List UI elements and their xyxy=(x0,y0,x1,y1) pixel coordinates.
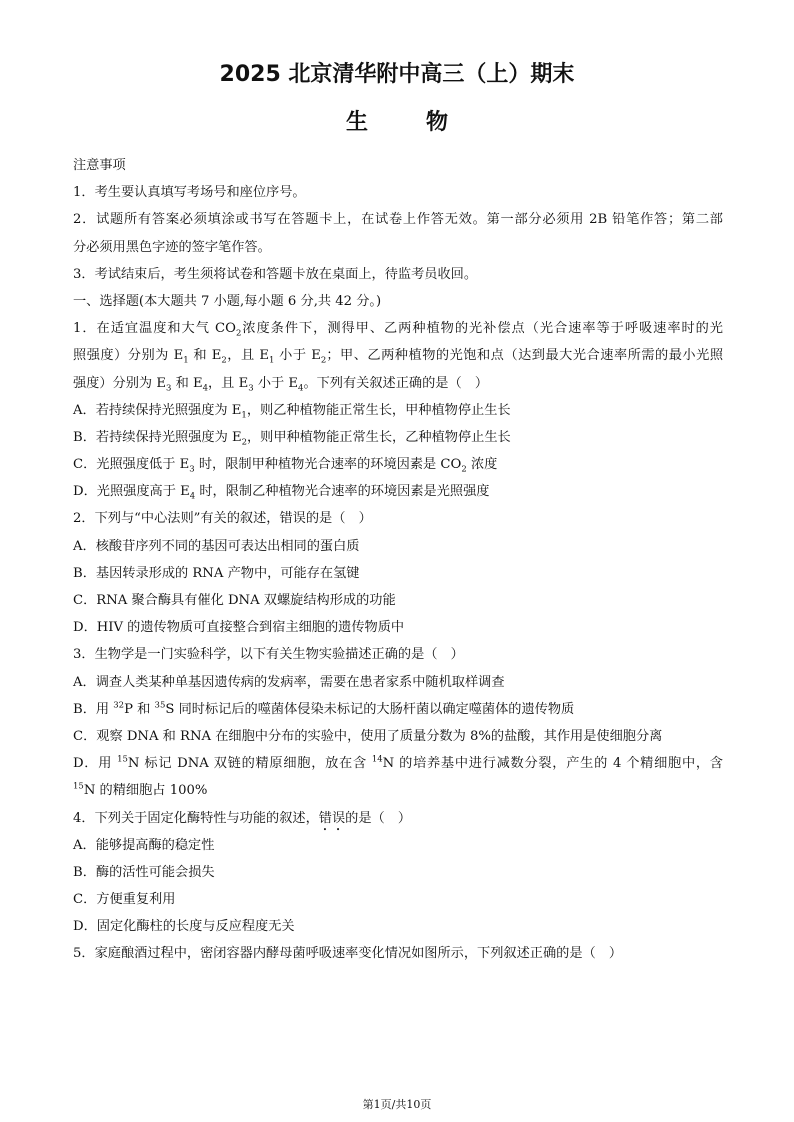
emphasis-text: 错误 xyxy=(318,810,346,826)
q1-option-d: D．光照强度高于 $E_4$ 时，限制乙种植物光合速率的环境因素是光照强度 xyxy=(73,484,490,502)
q2-option-b: B．基因转录形成的 RNA 产物中，可能存在氢键 xyxy=(73,565,360,581)
q4-option-b: B．酶的活性可能会损失 xyxy=(73,864,215,880)
notice-heading: 注意事项 xyxy=(73,158,126,173)
q2-option-c: C．RNA 聚合酶具有催化 DNA 双螺旋结构形成的功能 xyxy=(73,593,396,608)
q3-option-c: C．观察 DNA 和 RNA 在细胞中分布的实验中，使用了质量分数为 8%的盐酸，其作用是使细胞分离 xyxy=(73,728,663,744)
q3-stem: 3．生物学是一门实验科学，以下有关生物实验描述正确的是（ ） xyxy=(73,647,464,663)
q1-stem-line-1: 1．在适宜温度和大气 $CO_2$浓度条件下，测得甲、乙两种植物的光补偿点（光合速率等于呼吸速率时的光 xyxy=(73,321,723,339)
q1-option-a: A．若持续保持光照强度为 $E_1$，则乙种植物能正常生长，甲种植物停止生长 xyxy=(73,402,511,421)
q2-stem: 2．下列与“中心法则”有关的叙述，错误的是（ ） xyxy=(73,511,372,527)
q4-option-a: A．能够提高酶的稳定性 xyxy=(73,837,215,853)
q1-option-b: B．若持续保持光照强度为 $E_2$，则甲种植物能正常生长，乙种植物停止生长 xyxy=(73,429,511,448)
q3-option-d-cont: $^{15}$N 的精细胞占 100% xyxy=(73,781,208,799)
q3-option-b: B．用 $^{32}$P 和 $^{35}$S 同时标记后的噬菌体侵染未标记的大肠杆菌以确定噬菌体的遗传物质 xyxy=(73,700,575,717)
q4-stem: 4．下列关于固定化酶特性与功能的叙述，错误的是（ ） xyxy=(73,810,412,826)
notice-item-2-cont: 分必须用黑色字迹的签字笔作答。 xyxy=(73,239,271,255)
q1-stem-line-3: 强度）分别为 $E_3$ 和 $E_4$，且 $E_3$ 小于 $E_4$。下列有关叙述正确的是（ ） xyxy=(73,375,489,394)
subject-char-2: 物 xyxy=(426,110,449,135)
q3-option-a: A．调查人类某种单基因遗传病的发病率，需要在患者家系中随机取样调查 xyxy=(73,674,505,690)
q2-option-d: D．HIV 的遗传物质可直接整合到宿主细胞的遗传物质中 xyxy=(73,620,405,636)
q1-stem-line-2: 照强度）分别为 $E_1$ 和 $E_2$，且 $E_1$ 小于 $E_2$；甲、乙两种植物的光饱和点（达到最大光合速率所需的最小光照 xyxy=(73,348,724,366)
q1-option-c: C．光照强度低于 $E_3$ 时，限制甲种植物光合速率的环境因素是 $CO_2$ 浓度 xyxy=(73,457,498,475)
exam-title: 2025 北京清华附中高三（上）期末 xyxy=(219,62,575,87)
q3-option-d: D．用 $^{15}$N 标记 DNA 双链的精原细胞，放在含 $^{14}$N 的培养基中进行减数分裂，产生的 4 个精细胞中，含 xyxy=(73,754,723,772)
q4-option-c: C．方便重复利用 xyxy=(73,892,176,908)
notice-item-3: 3．考试结束后，考生须将试卷和答题卡放在桌面上，待监考员收回。 xyxy=(73,266,478,282)
page-number: 第1页/共10页 xyxy=(362,1098,432,1111)
subject-char-1: 生 xyxy=(345,110,368,135)
subject-title xyxy=(0,108,794,138)
section-heading: 一、选择题(本大题共 7 小题,每小题 6 分,共 42 分。) xyxy=(73,293,382,309)
exam-content xyxy=(73,152,723,968)
q2-option-a: A．核酸苷序列不同的基因可表达出相同的蛋白质 xyxy=(73,538,360,554)
notice-item-1: 1．考生要认真填写考场号和座位序号。 xyxy=(73,185,306,201)
q4-option-d: D．固定化酶柱的长度与反应程度无关 xyxy=(73,919,295,935)
q5-stem: 5．家庭酿酒过程中，密闭容器内酵母菌呼吸速率变化情况如图所示，下列叙述正确的是（ ） xyxy=(73,946,623,962)
notice-item-2: 2．试题所有答案必须填涂或书写在答题卡上，在试卷上作答无效。第一部分必须用 2B 铅笔作答；第二部 xyxy=(73,212,723,228)
